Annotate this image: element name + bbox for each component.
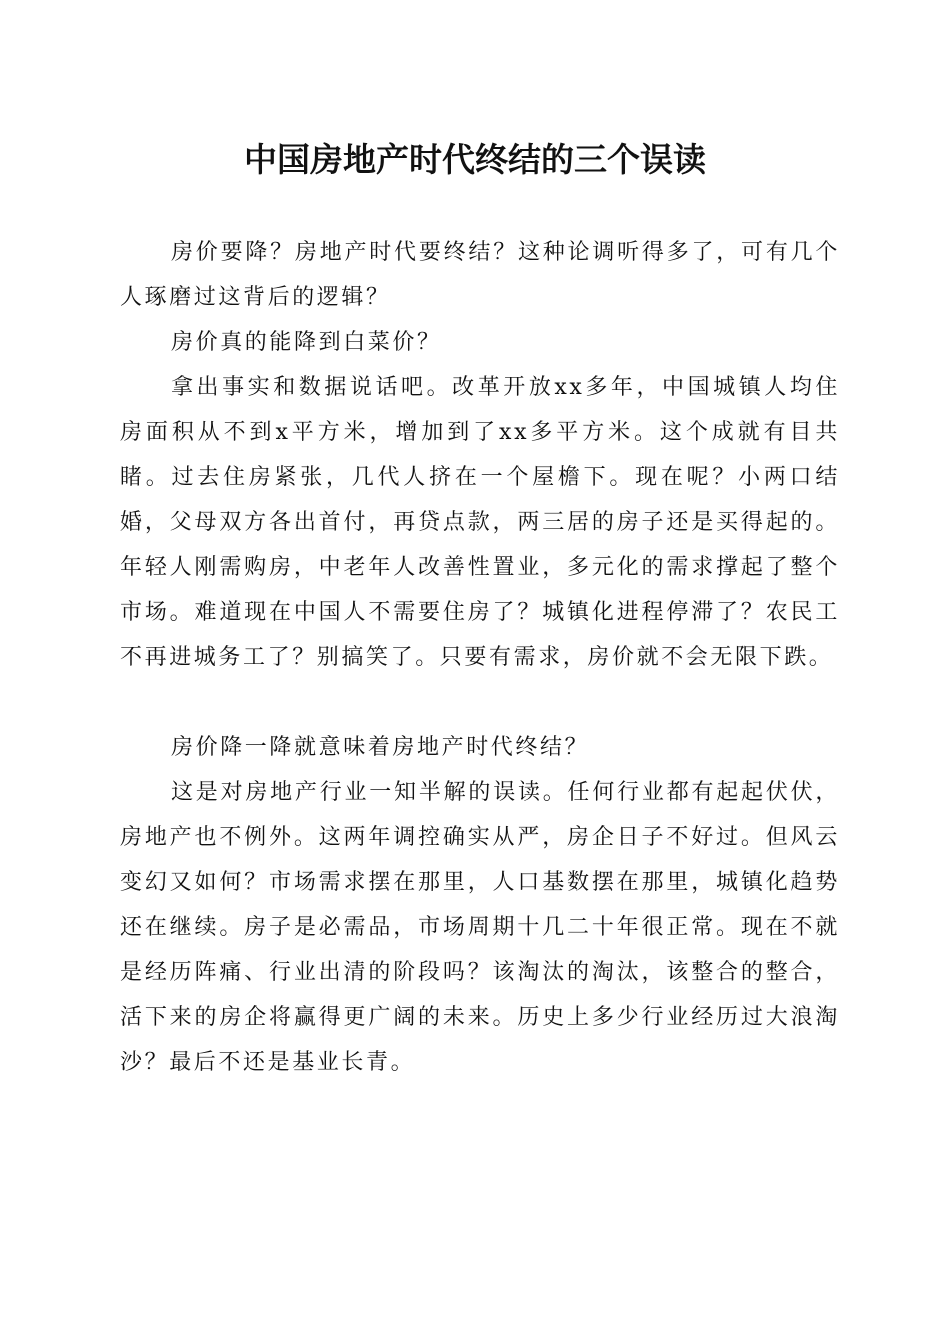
document-title: 中国房地产时代终结的三个误读 [244,140,706,179]
paragraph-question-2: 房价降一降就意味着房地产时代终结？ [171,735,590,760]
paragraph-answer-1: 拿出事实和数据说话吧。改革开放xx多年，中国城镇人均住房面积从不到x平方米，增加到了xx多平方米。这个成就有目共睹。过去住房紧张，几代人挤在一个屋檐下。现在呢？小两口结婚，父母双方各出首付，再贷点款，两三居的房子还是买得起的。年轻人刚需购房，中老年人改善性置业，多元化的需求撑起了整个市场。难道现在中国人不需要住房了？城镇化进程停滞了？农民工不再进城务工了？别搞笑了。只要有需求，房价就不会无限下跌。 [120,375,840,670]
paragraph-answer-2: 这是对房地产行业一知半解的误读。任何行业都有起起伏伏，房地产也不例外。这两年调控确实从严，房企日子不好过。但风云变幻又如何？市场需求摆在那里，人口基数摆在那里，城镇化趋势还在继续。房子是必需品，市场周期十几二十年很正常。现在不就是经历阵痛、行业出清的阶段吗？该淘汰的淘汰，该整合的整合，活下来的房企将赢得更广阔的未来。历史上多少行业经历过大浪淘沙？最后不还是基业长青。 [120,780,840,1075]
document-body [120,230,840,1085]
paragraph-intro: 房价要降？房地产时代要终结？这种论调听得多了，可有几个人琢磨过这背后的逻辑？ [120,240,840,310]
paragraph-spacer [120,680,840,725]
paragraph-question-1: 房价真的能降到白菜价？ [171,330,442,355]
